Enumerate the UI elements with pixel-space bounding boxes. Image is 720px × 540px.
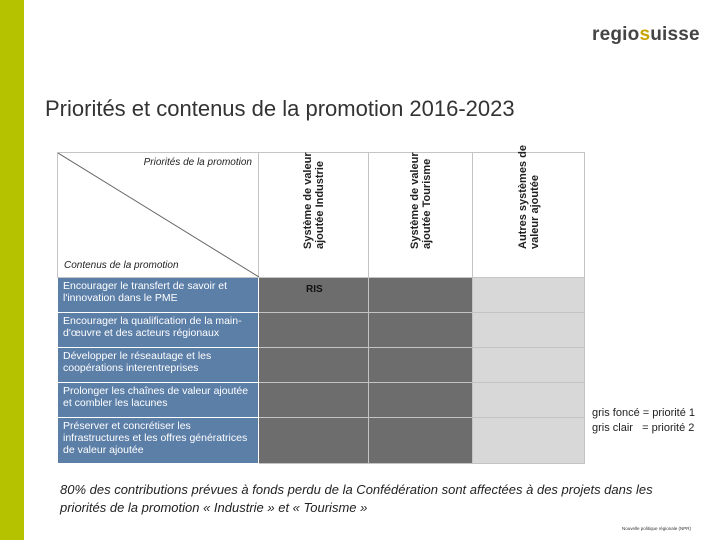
matrix-cell (473, 348, 585, 383)
matrix-row (58, 383, 585, 418)
row-header: Développer le réseautage et les coopérations interentreprises (58, 348, 259, 383)
column-header-label: Système de valeur ajoutée Industrie (301, 152, 326, 249)
slide-title: Priorités et contenus de la promotion 2016-2023 (45, 96, 515, 121)
column-header-label: Autres systèmes de valeur ajoutée (516, 145, 541, 249)
priority-matrix (57, 145, 584, 462)
legend-dark: gris foncé = priorité 1 (592, 407, 696, 419)
matrix-row (58, 278, 585, 313)
matrix-cell (473, 278, 585, 313)
footer-text: Nouvelle politique régionale (NPR) (622, 526, 692, 531)
legend-light: gris clair = priorité 2 (592, 422, 695, 434)
column-header-label: Système de valeur ajoutée Tourisme (408, 152, 433, 249)
accent-bar (0, 0, 24, 540)
matrix-cell (369, 418, 473, 464)
legend (592, 406, 695, 436)
regiosuisse-logo (592, 24, 700, 46)
footnote: 80% des contributions prévues à fonds perdu de la Confédération sont affectées à des projets dans les priorités de la promotion « Industrie » et « Tourisme » (60, 482, 653, 515)
column-header-industrie (259, 153, 369, 278)
matrix-row (58, 418, 585, 464)
matrix-cell (473, 313, 585, 348)
ris-cell: RIS (259, 278, 369, 313)
corner-diagonal (58, 153, 259, 277)
matrix-cell (259, 383, 369, 418)
matrix-row (58, 348, 585, 383)
column-header-tourisme (369, 153, 473, 278)
matrix-cell (473, 418, 585, 464)
corner-label-contents: Contenus de la promotion (64, 260, 179, 271)
matrix-cell (259, 348, 369, 383)
row-header: Préserver et concrétiser les infrastructures et les offres génératrices de valeur ajoutée (58, 418, 259, 464)
row-header: Encourager le transfert de savoir et l'innovation dans le PME (58, 278, 259, 313)
logo-suffix: uisse (650, 24, 700, 45)
matrix-cell (369, 313, 473, 348)
matrix-cell (369, 383, 473, 418)
matrix-row (58, 313, 585, 348)
matrix-cell (369, 348, 473, 383)
matrix-header-row (58, 153, 585, 278)
matrix-corner (58, 153, 259, 278)
row-header: Encourager la qualification de la main-d'œuvre et des acteurs régionaux (58, 313, 259, 348)
logo-s: s (639, 24, 651, 45)
matrix-cell (259, 418, 369, 464)
logo-prefix: regio (592, 24, 640, 45)
matrix-cell (369, 278, 473, 313)
matrix-cell (473, 383, 585, 418)
corner-label-priorities: Priorités de la promotion (143, 157, 252, 168)
matrix-cell (259, 313, 369, 348)
row-header: Prolonger les chaînes de valeur ajoutée et combler les lacunes (58, 383, 259, 418)
matrix-table (57, 145, 585, 464)
column-header-autres (473, 145, 585, 278)
